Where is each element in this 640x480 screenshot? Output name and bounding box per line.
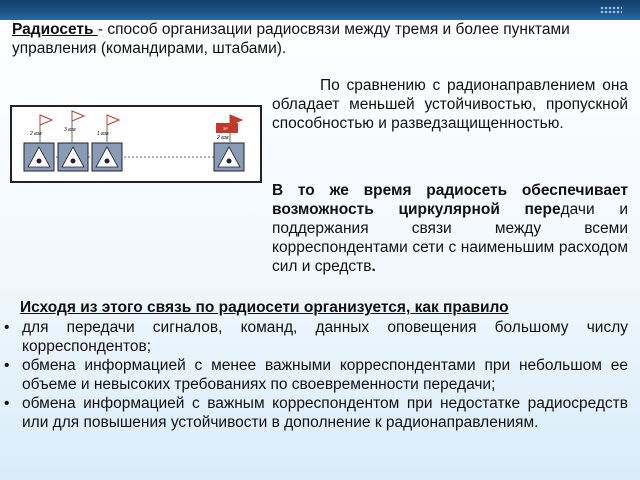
station-2-label: 3 взв (64, 127, 76, 133)
radio-station-2 (58, 111, 88, 171)
usage-list (0, 318, 628, 432)
radio-network-diagram (10, 105, 262, 183)
station-4-badge-text: ЗР (223, 126, 229, 131)
decorative-dots (600, 6, 622, 14)
advantage-normal-text: дачи и поддержания связи между всеми корреспондентами сети с наименьшим расходом сил и средств (272, 201, 628, 275)
radio-network-illustration (12, 107, 260, 181)
advantage-paragraph (272, 181, 628, 276)
slide-title (12, 20, 630, 58)
radio-station-3 (92, 115, 122, 171)
title-definition: - способ организации радиосвязи между тремя и более пунктами управления (командирами, штабами). (12, 21, 570, 57)
usage-heading: Исходя из этого связь по радиосети организуется, как правило (20, 299, 509, 316)
title-term: Радиосеть (12, 21, 98, 38)
list-item: • обмена информацией с важным корреспондентом при недостатке радиосредств или для повышения устойчивости в дополнение к радионаправлениям. (0, 394, 628, 432)
advantage-bold-text: В то же время радиосеть обеспечивает возможность циркулярной пере (272, 182, 628, 218)
radio-station-4 (214, 115, 244, 171)
station-4-label: 2 взв (217, 135, 229, 141)
station-1-label: 2 взв (30, 131, 42, 137)
list-item: • для передачи сигналов, команд, данных оповещения большому числу корреспондентов; (0, 318, 628, 356)
radio-station-1 (24, 115, 54, 171)
station-3-label: 1 взв (97, 131, 109, 137)
slide-top-bar (0, 0, 640, 20)
advantage-period: . (371, 258, 376, 275)
list-item: • обмена информацией с менее важными корреспондентами при небольшом ее объеме и невысоких требованиях по своевременности передачи; (0, 356, 628, 394)
comparison-paragraph: По сравнению с радионаправлением она обладает меньшей устойчивостью, пропускной способностью и разведзащищенностью. (272, 77, 628, 132)
